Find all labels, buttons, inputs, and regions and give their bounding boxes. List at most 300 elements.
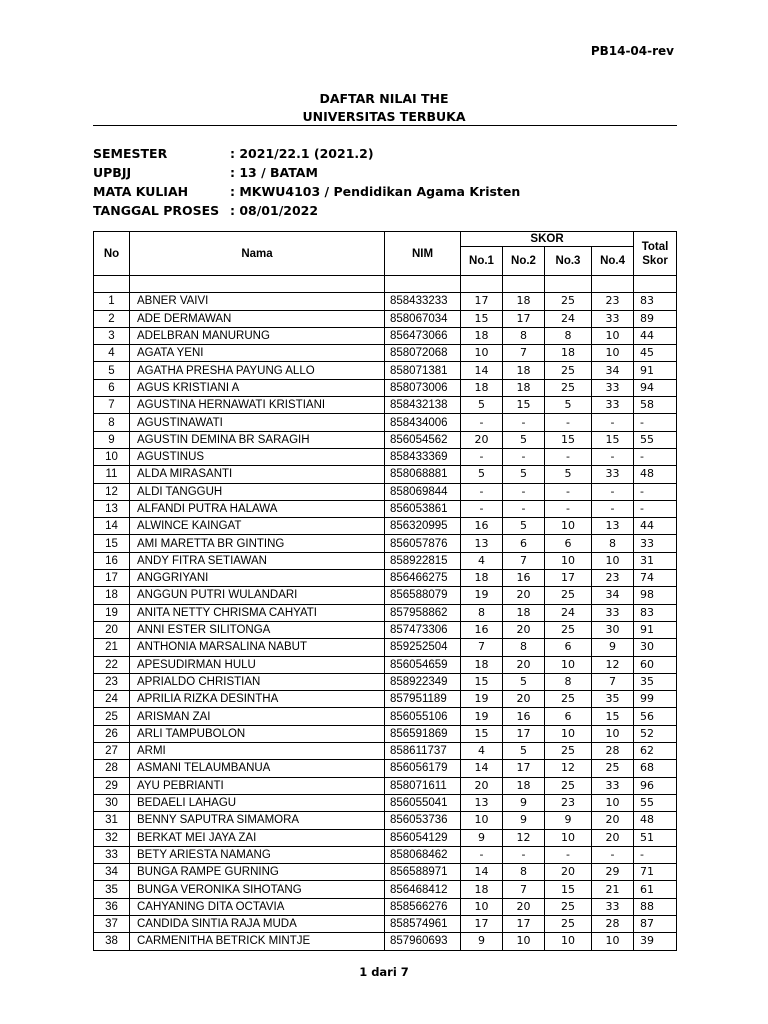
total-score: 48 <box>634 466 677 483</box>
student-name: ABNER VAIVI <box>130 293 385 310</box>
score-3: 25 <box>545 587 592 604</box>
score-1: - <box>461 483 503 500</box>
score-2: 18 <box>503 362 545 379</box>
student-name: BETY ARIESTA NAMANG <box>130 846 385 863</box>
score-2: 17 <box>503 725 545 742</box>
table-row <box>94 673 677 690</box>
table-row <box>94 345 677 362</box>
table-row <box>94 881 677 898</box>
score-3: - <box>545 483 592 500</box>
total-score: - <box>634 500 677 517</box>
row-number: 3 <box>94 327 130 344</box>
score-2: 16 <box>503 570 545 587</box>
header-no3: No.3 <box>545 247 592 276</box>
student-name: ADE DERMAWAN <box>130 310 385 327</box>
row-number: 26 <box>94 725 130 742</box>
score-1: 4 <box>461 743 503 760</box>
student-name: ALWINCE KAINGAT <box>130 518 385 535</box>
score-3: 9 <box>545 812 592 829</box>
upbjj-label: UPBJJ <box>93 165 132 180</box>
header-no1: No.1 <box>461 247 503 276</box>
score-2: 17 <box>503 915 545 932</box>
score-2: 20 <box>503 656 545 673</box>
score-3: 25 <box>545 621 592 638</box>
score-2: 20 <box>503 898 545 915</box>
student-nim: 858072068 <box>385 345 461 362</box>
student-name: BUNGA RAMPE GURNING <box>130 864 385 881</box>
score-3: 10 <box>545 552 592 569</box>
header-total-line1: Total <box>641 240 669 253</box>
score-2: 8 <box>503 639 545 656</box>
student-name: AYU PEBRIANTI <box>130 777 385 794</box>
score-3: 8 <box>545 327 592 344</box>
student-nim: 858566276 <box>385 898 461 915</box>
document-code <box>591 44 674 59</box>
total-score: 74 <box>634 570 677 587</box>
row-number: 17 <box>94 570 130 587</box>
score-4: - <box>592 448 634 465</box>
student-nim: 856473066 <box>385 327 461 344</box>
table-row <box>94 587 677 604</box>
student-name: APRILIA RIZKA DESINTHA <box>130 691 385 708</box>
total-score: 68 <box>634 760 677 777</box>
student-nim: 857958862 <box>385 604 461 621</box>
student-name: ANTHONIA MARSALINA NABUT <box>130 639 385 656</box>
total-score: 83 <box>634 293 677 310</box>
row-number: 10 <box>94 448 130 465</box>
header-no: No <box>94 232 130 276</box>
row-number: 27 <box>94 743 130 760</box>
student-name: ALFANDI PUTRA HALAWA <box>130 500 385 517</box>
score-2: 17 <box>503 760 545 777</box>
student-name: ARLI TAMPUBOLON <box>130 725 385 742</box>
score-4: 10 <box>592 345 634 362</box>
score-2: 7 <box>503 881 545 898</box>
score-3: 6 <box>545 708 592 725</box>
row-number: 37 <box>94 915 130 932</box>
score-1: 5 <box>461 466 503 483</box>
table-row <box>94 552 677 569</box>
student-nim: 858073006 <box>385 379 461 396</box>
score-2: 10 <box>503 933 545 950</box>
score-2: - <box>503 483 545 500</box>
grades-table <box>93 231 677 951</box>
score-1: 19 <box>461 587 503 604</box>
score-3: 10 <box>545 725 592 742</box>
upbjj-row <box>93 163 520 182</box>
student-name: AGUSTINA HERNAWATI KRISTIANI <box>130 397 385 414</box>
score-4: 10 <box>592 725 634 742</box>
student-name: ANITA NETTY CHRISMA CAHYATI <box>130 604 385 621</box>
table-row <box>94 379 677 396</box>
table-row <box>94 570 677 587</box>
score-3: 10 <box>545 656 592 673</box>
document-code-text: PB14-04-rev <box>590 44 674 58</box>
score-2: - <box>503 414 545 431</box>
student-name: AGATA YENI <box>130 345 385 362</box>
score-2: 15 <box>503 397 545 414</box>
total-score: 56 <box>634 708 677 725</box>
student-name: CARMENITHA BETRICK MINTJE <box>130 933 385 950</box>
student-name: APRIALDO CHRISTIAN <box>130 673 385 690</box>
student-nim: 858574961 <box>385 915 461 932</box>
student-nim: 856466275 <box>385 570 461 587</box>
student-nim: 856588971 <box>385 864 461 881</box>
score-4: 33 <box>592 397 634 414</box>
score-1: 4 <box>461 552 503 569</box>
score-3: - <box>545 500 592 517</box>
score-4: 23 <box>592 293 634 310</box>
score-3: 24 <box>545 604 592 621</box>
table-row <box>94 915 677 932</box>
table-row <box>94 794 677 811</box>
table-row <box>94 431 677 448</box>
total-score: - <box>634 414 677 431</box>
score-4: - <box>592 500 634 517</box>
score-2: 8 <box>503 864 545 881</box>
student-nim: 856591869 <box>385 725 461 742</box>
student-nim: 857473306 <box>385 621 461 638</box>
header-total <box>634 232 677 276</box>
score-3: 25 <box>545 777 592 794</box>
score-4: 21 <box>592 881 634 898</box>
score-3: - <box>545 846 592 863</box>
table-row <box>94 656 677 673</box>
table-row <box>94 760 677 777</box>
total-score: 30 <box>634 639 677 656</box>
total-score: 33 <box>634 535 677 552</box>
score-1: 9 <box>461 829 503 846</box>
score-3: 17 <box>545 570 592 587</box>
student-name: CAHYANING DITA OCTAVIA <box>130 898 385 915</box>
score-1: - <box>461 414 503 431</box>
table-row <box>94 483 677 500</box>
row-number: 33 <box>94 846 130 863</box>
student-name: ALDA MIRASANTI <box>130 466 385 483</box>
score-4: 15 <box>592 431 634 448</box>
student-name: ANDY FITRA SETIAWAN <box>130 552 385 569</box>
score-1: 19 <box>461 708 503 725</box>
student-nim: 858433369 <box>385 448 461 465</box>
score-3: 25 <box>545 898 592 915</box>
score-2: 6 <box>503 535 545 552</box>
score-3: 23 <box>545 794 592 811</box>
score-4: 9 <box>592 639 634 656</box>
score-3: 12 <box>545 760 592 777</box>
student-nim: 856056179 <box>385 760 461 777</box>
student-name: ASMANI TELAUMBANUA <box>130 760 385 777</box>
table-row <box>94 639 677 656</box>
total-score: 71 <box>634 864 677 881</box>
score-2: 18 <box>503 379 545 396</box>
page-number <box>0 965 768 979</box>
score-4: 33 <box>592 604 634 621</box>
row-number: 21 <box>94 639 130 656</box>
row-number: 23 <box>94 673 130 690</box>
table-row <box>94 327 677 344</box>
table-row <box>94 725 677 742</box>
score-1: 18 <box>461 327 503 344</box>
score-3: 8 <box>545 673 592 690</box>
score-4: 33 <box>592 777 634 794</box>
total-score: - <box>634 448 677 465</box>
score-3: 15 <box>545 431 592 448</box>
score-1: - <box>461 500 503 517</box>
student-name: AGUSTINUS <box>130 448 385 465</box>
score-4: 29 <box>592 864 634 881</box>
student-nim: 858068881 <box>385 466 461 483</box>
total-score: 89 <box>634 310 677 327</box>
score-2: 12 <box>503 829 545 846</box>
score-2: - <box>503 846 545 863</box>
score-3: 25 <box>545 293 592 310</box>
total-score: 39 <box>634 933 677 950</box>
score-1: 9 <box>461 933 503 950</box>
student-nim: 858071611 <box>385 777 461 794</box>
row-number: 16 <box>94 552 130 569</box>
score-1: 13 <box>461 535 503 552</box>
table-row <box>94 933 677 950</box>
student-nim: 856588079 <box>385 587 461 604</box>
total-score: 99 <box>634 691 677 708</box>
student-name: BENNY SAPUTRA SIMAMORA <box>130 812 385 829</box>
row-number: 2 <box>94 310 130 327</box>
score-1: 18 <box>461 656 503 673</box>
student-nim: 856055041 <box>385 794 461 811</box>
score-3: 18 <box>545 345 592 362</box>
score-4: 28 <box>592 915 634 932</box>
score-2: 7 <box>503 345 545 362</box>
student-nim: 858611737 <box>385 743 461 760</box>
student-nim: 858069844 <box>385 483 461 500</box>
score-2: 7 <box>503 552 545 569</box>
score-3: 10 <box>545 829 592 846</box>
row-number: 14 <box>94 518 130 535</box>
table-row <box>94 448 677 465</box>
score-1: 13 <box>461 794 503 811</box>
score-1: 10 <box>461 812 503 829</box>
header-no4: No.4 <box>592 247 634 276</box>
row-number: 20 <box>94 621 130 638</box>
row-number: 36 <box>94 898 130 915</box>
table-row <box>94 500 677 517</box>
score-1: 10 <box>461 345 503 362</box>
row-number: 25 <box>94 708 130 725</box>
score-3: 25 <box>545 691 592 708</box>
score-1: 8 <box>461 604 503 621</box>
student-nim: 856053736 <box>385 812 461 829</box>
score-4: 15 <box>592 708 634 725</box>
score-1: 16 <box>461 518 503 535</box>
score-1: - <box>461 846 503 863</box>
title-line-2: UNIVERSITAS TERBUKA <box>302 109 466 124</box>
score-4: 28 <box>592 743 634 760</box>
total-score: 51 <box>634 829 677 846</box>
total-score: 60 <box>634 656 677 673</box>
score-2: 18 <box>503 293 545 310</box>
table-row <box>94 829 677 846</box>
total-score: 94 <box>634 379 677 396</box>
table-row <box>94 864 677 881</box>
student-name: ARISMAN ZAI <box>130 708 385 725</box>
table-row <box>94 898 677 915</box>
table-row <box>94 621 677 638</box>
score-3: 10 <box>545 933 592 950</box>
total-score: 48 <box>634 812 677 829</box>
total-score: - <box>634 846 677 863</box>
row-number: 34 <box>94 864 130 881</box>
process-date-row <box>93 201 520 220</box>
row-number: 18 <box>94 587 130 604</box>
table-row <box>94 310 677 327</box>
row-number: 11 <box>94 466 130 483</box>
score-1: 17 <box>461 915 503 932</box>
total-score: 61 <box>634 881 677 898</box>
header-row-1 <box>94 232 677 247</box>
student-name: AMI MARETTA BR GINTING <box>130 535 385 552</box>
score-4: - <box>592 846 634 863</box>
row-number: 31 <box>94 812 130 829</box>
semester-value: : 2021/22.1 (2021.2) <box>230 146 374 161</box>
row-number: 38 <box>94 933 130 950</box>
score-4: 25 <box>592 760 634 777</box>
score-1: 15 <box>461 310 503 327</box>
row-number: 12 <box>94 483 130 500</box>
total-score: 88 <box>634 898 677 915</box>
student-name: ALDI TANGGUH <box>130 483 385 500</box>
student-nim: 856054562 <box>385 431 461 448</box>
score-1: 18 <box>461 379 503 396</box>
table-row <box>94 414 677 431</box>
total-score: 35 <box>634 673 677 690</box>
upbjj-value: : 13 / BATAM <box>230 165 318 180</box>
total-score: 83 <box>634 604 677 621</box>
student-nim: 858068462 <box>385 846 461 863</box>
score-4: - <box>592 483 634 500</box>
student-name: APESUDIRMAN HULU <box>130 656 385 673</box>
student-nim: 858434006 <box>385 414 461 431</box>
document-title <box>0 90 768 126</box>
score-4: 33 <box>592 466 634 483</box>
student-nim: 857951189 <box>385 691 461 708</box>
student-name: ANNI ESTER SILITONGA <box>130 621 385 638</box>
row-number: 7 <box>94 397 130 414</box>
score-2: - <box>503 448 545 465</box>
score-4: 10 <box>592 933 634 950</box>
score-3: - <box>545 448 592 465</box>
score-4: 33 <box>592 898 634 915</box>
student-nim: 857960693 <box>385 933 461 950</box>
score-4: 35 <box>592 691 634 708</box>
score-1: 20 <box>461 431 503 448</box>
score-3: 5 <box>545 466 592 483</box>
score-4: 8 <box>592 535 634 552</box>
score-1: 16 <box>461 621 503 638</box>
score-2: 5 <box>503 466 545 483</box>
table-row <box>94 518 677 535</box>
student-name: AGUSTIN DEMINA BR SARAGIH <box>130 431 385 448</box>
page-number-text: 1 dari 7 <box>359 965 409 979</box>
row-number: 5 <box>94 362 130 379</box>
table-row <box>94 846 677 863</box>
score-3: 20 <box>545 864 592 881</box>
score-1: 19 <box>461 691 503 708</box>
student-name: ANGGUN PUTRI WULANDARI <box>130 587 385 604</box>
score-3: 6 <box>545 639 592 656</box>
score-4: 33 <box>592 379 634 396</box>
total-score: 52 <box>634 725 677 742</box>
score-2: 18 <box>503 777 545 794</box>
process-date-value: : 08/01/2022 <box>230 203 319 218</box>
table-row <box>94 777 677 794</box>
total-score: 44 <box>634 518 677 535</box>
score-2: 5 <box>503 743 545 760</box>
score-1: 7 <box>461 639 503 656</box>
score-1: 20 <box>461 777 503 794</box>
title-divider <box>93 125 677 126</box>
table-row <box>94 708 677 725</box>
student-nim: 856055106 <box>385 708 461 725</box>
score-2: 8 <box>503 327 545 344</box>
score-2: 17 <box>503 310 545 327</box>
student-name: BEDAELI LAHAGU <box>130 794 385 811</box>
score-1: 15 <box>461 673 503 690</box>
process-date-label: TANGGAL PROSES <box>93 203 220 218</box>
course-row <box>93 182 520 201</box>
score-1: - <box>461 448 503 465</box>
student-nim: 859252504 <box>385 639 461 656</box>
student-nim: 858067034 <box>385 310 461 327</box>
total-score: 55 <box>634 431 677 448</box>
student-nim: 858922815 <box>385 552 461 569</box>
score-2: 18 <box>503 604 545 621</box>
row-number: 19 <box>94 604 130 621</box>
score-1: 18 <box>461 570 503 587</box>
header-total-line2: Skor <box>642 254 668 267</box>
score-3: 24 <box>545 310 592 327</box>
score-3: 6 <box>545 535 592 552</box>
score-2: 5 <box>503 673 545 690</box>
table-row <box>94 535 677 552</box>
score-1: 17 <box>461 293 503 310</box>
row-number: 22 <box>94 656 130 673</box>
score-2: 9 <box>503 794 545 811</box>
table-row <box>94 604 677 621</box>
row-number: 35 <box>94 881 130 898</box>
total-score: 58 <box>634 397 677 414</box>
row-number: 24 <box>94 691 130 708</box>
score-1: 18 <box>461 881 503 898</box>
score-4: 20 <box>592 829 634 846</box>
row-number: 15 <box>94 535 130 552</box>
score-1: 14 <box>461 760 503 777</box>
student-nim: 856057876 <box>385 535 461 552</box>
score-2: 16 <box>503 708 545 725</box>
total-score: 31 <box>634 552 677 569</box>
score-2: 5 <box>503 518 545 535</box>
score-3: 25 <box>545 362 592 379</box>
student-nim: 856054659 <box>385 656 461 673</box>
course-info <box>93 144 520 220</box>
student-name: BUNGA VERONIKA SIHOTANG <box>130 881 385 898</box>
table-row <box>94 362 677 379</box>
header-nim: NIM <box>385 232 461 276</box>
score-4: 7 <box>592 673 634 690</box>
score-4: 10 <box>592 327 634 344</box>
total-score: 98 <box>634 587 677 604</box>
score-4: - <box>592 414 634 431</box>
row-number: 8 <box>94 414 130 431</box>
